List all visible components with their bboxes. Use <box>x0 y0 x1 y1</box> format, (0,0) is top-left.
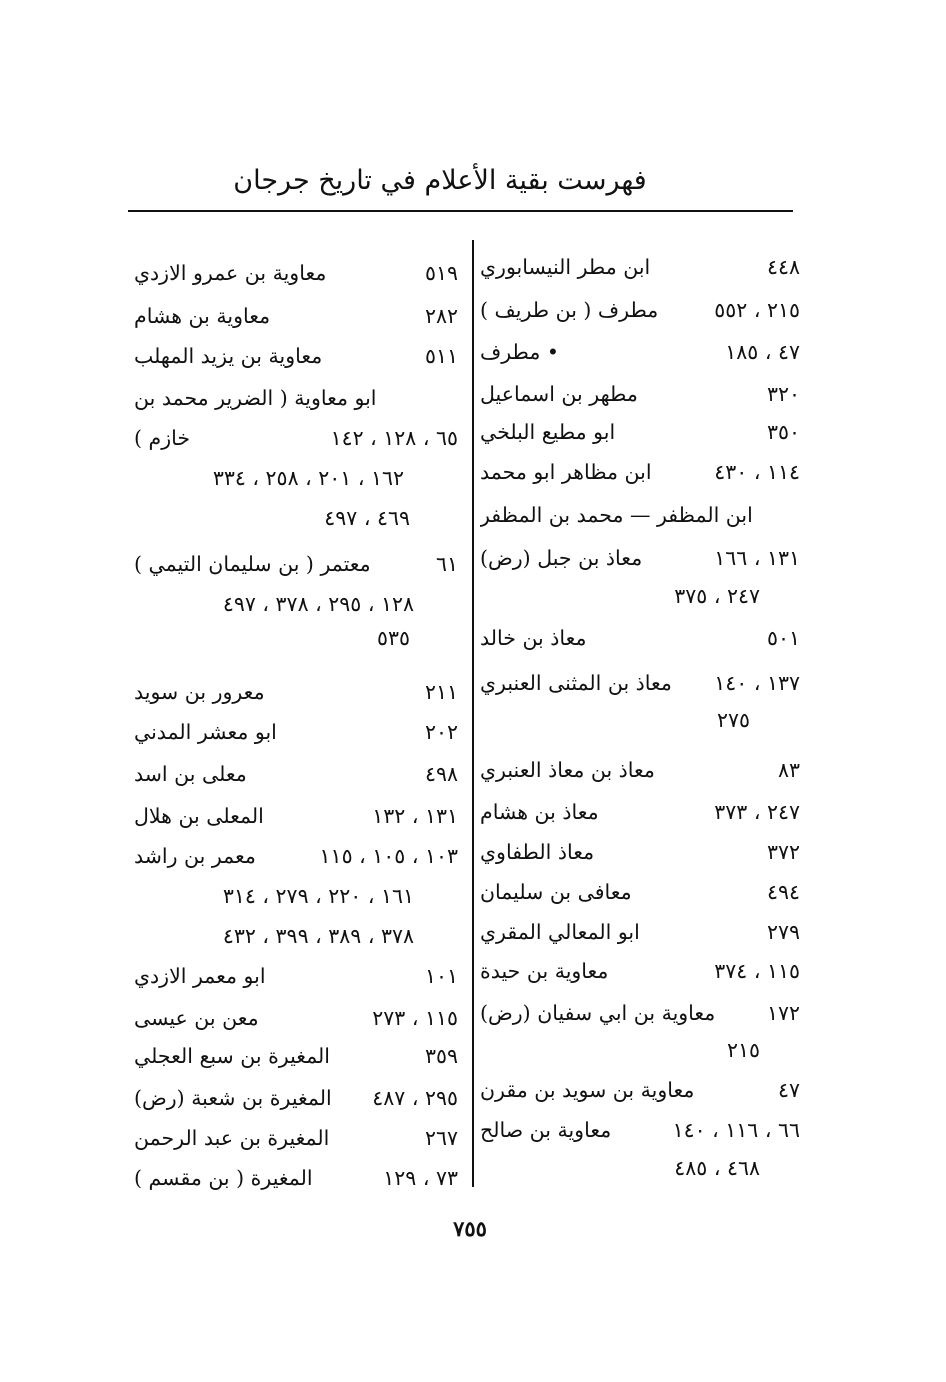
index-entry <box>480 412 800 452</box>
entry-page-refs: ٥١٩ <box>424 261 458 285</box>
entry-page-refs: ٢٨٢ <box>424 304 458 328</box>
entry-name: • مطرف <box>480 340 559 364</box>
index-entry <box>134 1036 458 1076</box>
index-entry-continuation <box>250 498 410 538</box>
entry-page-refs: ٢٤٧ ، ٣٧٣ <box>714 800 800 824</box>
index-entry <box>134 836 458 876</box>
entry-page-refs: ٣٥٩ <box>424 1044 458 1068</box>
entry-page-refs: ٥٣٥ <box>376 626 410 650</box>
index-entry <box>134 796 458 836</box>
index-entry <box>134 253 458 293</box>
entry-name: ابن مظاهر ابو محمد <box>480 460 652 484</box>
entry-name: المعلى بن هلال <box>134 804 264 828</box>
index-entry <box>480 912 800 952</box>
entry-page-refs: ٤٧ <box>777 1078 800 1102</box>
column-divider <box>472 240 474 1187</box>
index-entry-continuation <box>330 618 410 658</box>
index-entry <box>480 374 800 414</box>
entry-name: معافى بن سليمان <box>480 880 632 904</box>
entry-name: المغيرة بن سبع العجلي <box>134 1044 330 1068</box>
index-entry <box>480 750 800 790</box>
index-entry <box>134 296 458 336</box>
entry-name: معاذ بن معاذ العنبري <box>480 758 655 782</box>
entry-name: معاوية بن صالح <box>480 1118 612 1142</box>
entry-page-refs: ١٣٧ ، ١٤٠ <box>714 671 800 695</box>
index-entry <box>134 544 458 584</box>
entry-name: معاذ بن المثنى العنبري <box>480 671 672 695</box>
entry-page-refs: ١٦١ ، ٢٢٠ ، ٢٧٩ ، ٣١٤ <box>222 884 414 908</box>
entry-name: ابو معشر المدني <box>134 720 277 744</box>
index-entry <box>134 378 458 418</box>
index-entry-continuation <box>134 458 404 498</box>
index-entry <box>480 1070 800 1110</box>
entry-page-refs: ١١٥ ، ٣٧٤ <box>714 959 800 983</box>
index-entry-continuation <box>134 916 414 956</box>
entry-name: معاوية بن سويد بن مقرن <box>480 1078 695 1102</box>
index-entry-continuation <box>620 1148 760 1188</box>
index-entry <box>480 993 800 1033</box>
entry-name: معاذ الطفاوي <box>480 840 595 864</box>
index-entry-continuation <box>134 876 414 916</box>
entry-page-refs: ٤٤٨ <box>766 255 800 279</box>
index-entry <box>480 663 800 703</box>
index-entry <box>480 332 800 372</box>
entry-name: مطهر بن اسماعيل <box>480 382 638 406</box>
index-entry <box>480 1110 800 1150</box>
index-entry <box>134 712 458 752</box>
entry-name: معاوية بن ابي سفيان (رض) <box>480 1001 716 1025</box>
entry-page-refs: ١٢٨ ، ٢٩٥ ، ٣٧٨ ، ٤٩٧ <box>222 592 414 616</box>
entry-page-refs: ٦٥ ، ١٢٨ ، ١٤٢ <box>330 426 458 450</box>
entry-page-refs: ٣٧٢ <box>766 840 800 864</box>
entry-page-refs: ١٣١ ، ١٣٢ <box>372 804 458 828</box>
index-entry-continuation <box>680 700 750 740</box>
entry-page-refs: ١٠١ <box>424 964 458 988</box>
entry-name: معتمر ( بن سليمان التيمي ) <box>134 552 371 576</box>
index-entry <box>480 951 800 991</box>
entry-page-refs: ٥٠١ <box>766 626 800 650</box>
entry-name: معاوية بن حيدة <box>480 959 609 983</box>
entry-page-refs: ٧٣ ، ١٢٩ <box>383 1166 458 1190</box>
entry-page-refs: ٣٢٠ <box>766 382 800 406</box>
entry-name: معمر بن راشد <box>134 844 256 868</box>
entry-page-refs: ٢٤٧ ، ٣٧٥ <box>674 584 760 608</box>
entry-page-refs: ٤٧ ، ١٨٥ <box>725 340 800 364</box>
entry-page-refs: ٢١١ <box>424 680 458 704</box>
entry-page-refs: ٢١٥ ، ٥٥٢ <box>714 298 800 322</box>
entry-page-refs: ٨٣ <box>777 758 800 782</box>
entry-page-refs: ٣٥٠ <box>766 420 800 444</box>
entry-name: معاذ بن هشام <box>480 800 599 824</box>
entry-name: معاوية بن عمرو الازدي <box>134 261 327 285</box>
index-entry <box>134 1078 458 1118</box>
header-rule <box>128 210 793 212</box>
entry-page-refs: ٢٧٥ <box>716 708 750 732</box>
index-entry <box>480 618 800 658</box>
entry-name: معن بن عيسى <box>134 1006 259 1030</box>
entry-name: معلى بن اسد <box>134 762 247 786</box>
entry-name: معاذ بن جبل (رض) <box>480 546 643 570</box>
index-entry <box>134 418 458 458</box>
entry-page-refs: ٦١ <box>435 552 458 576</box>
page-number: ٧٥٥ <box>453 1216 487 1241</box>
entry-page-refs: ٥١١ <box>424 344 458 368</box>
entry-name: ابو معاوية ( الضرير محمد بن <box>134 386 377 410</box>
index-entry-continuation <box>620 576 760 616</box>
index-entry <box>480 832 800 872</box>
entry-page-refs: ٢٠٢ <box>424 720 458 744</box>
index-entry <box>480 495 800 535</box>
entry-name: ابن المظفر — محمد بن المظفر <box>480 503 753 527</box>
index-entry <box>480 452 800 492</box>
index-entry <box>480 792 800 832</box>
entry-page-refs: ١٧٢ <box>766 1001 800 1025</box>
index-entry <box>480 538 800 578</box>
entry-page-refs: ١٣١ ، ١٦٦ <box>714 546 800 570</box>
entry-page-refs: ٢٩٥ ، ٤٨٧ <box>372 1086 458 1110</box>
index-entry <box>134 956 458 996</box>
entry-name: ابو مطيع البلخي <box>480 420 616 444</box>
entry-name: معاوية بن يزيد المهلب <box>134 344 323 368</box>
entry-page-refs: ٢٧٩ <box>766 920 800 944</box>
entry-page-refs: ١٦٢ ، ٢٠١ ، ٢٥٨ ، ٣٣٤ <box>212 466 404 490</box>
index-entry <box>134 754 458 794</box>
entry-page-refs: ١٠٣ ، ١٠٥ ، ١١٥ <box>319 844 458 868</box>
entry-page-refs: ٢٦٧ <box>424 1126 458 1150</box>
index-entry <box>134 336 458 376</box>
entry-name: معاوية بن هشام <box>134 304 271 328</box>
entry-name: معاذ بن خالد <box>480 626 587 650</box>
index-entry <box>480 247 800 287</box>
entry-name: المغيرة بن عبد الرحمن <box>134 1126 330 1150</box>
index-entry <box>134 998 458 1038</box>
entry-name: ابو المعالي المقري <box>480 920 640 944</box>
entry-page-refs: ٤٩٤ <box>766 880 800 904</box>
entry-name: مطرف ( بن طريف ) <box>480 298 659 322</box>
entry-page-refs: ٤٦٩ ، ٤٩٧ <box>324 506 410 530</box>
entry-page-refs: ٤٦٨ ، ٤٨٥ <box>674 1156 760 1180</box>
index-entry <box>134 1158 458 1198</box>
entry-page-refs: ٦٦ ، ١١٦ ، ١٤٠ <box>672 1118 800 1142</box>
index-entry <box>480 872 800 912</box>
entry-name: المغيرة بن شعبة (رض) <box>134 1086 332 1110</box>
index-entry <box>134 672 458 712</box>
entry-name: المغيرة ( بن مقسم ) <box>134 1166 313 1190</box>
entry-page-refs: ٣٧٨ ، ٣٨٩ ، ٣٩٩ ، ٤٣٢ <box>222 924 414 948</box>
index-entry <box>134 1118 458 1158</box>
entry-page-refs: ٤٩٨ <box>424 762 458 786</box>
index-entry <box>480 290 800 330</box>
entry-page-refs: ١١٥ ، ٢٧٣ <box>372 1006 458 1030</box>
index-entry-continuation <box>690 1030 760 1070</box>
entry-page-refs: ٢١٥ <box>726 1038 760 1062</box>
entry-name: خازم ) <box>134 426 191 450</box>
entry-name: معرور بن سويد <box>134 680 265 704</box>
entry-page-refs: ١١٤ ، ٤٣٠ <box>714 460 800 484</box>
entry-name: ابو معمر الازدي <box>134 964 266 988</box>
header-title: فهرست بقية الأعلام في تاريخ جرجان <box>233 165 647 196</box>
entry-name: ابن مطر النيسابوري <box>480 255 651 279</box>
